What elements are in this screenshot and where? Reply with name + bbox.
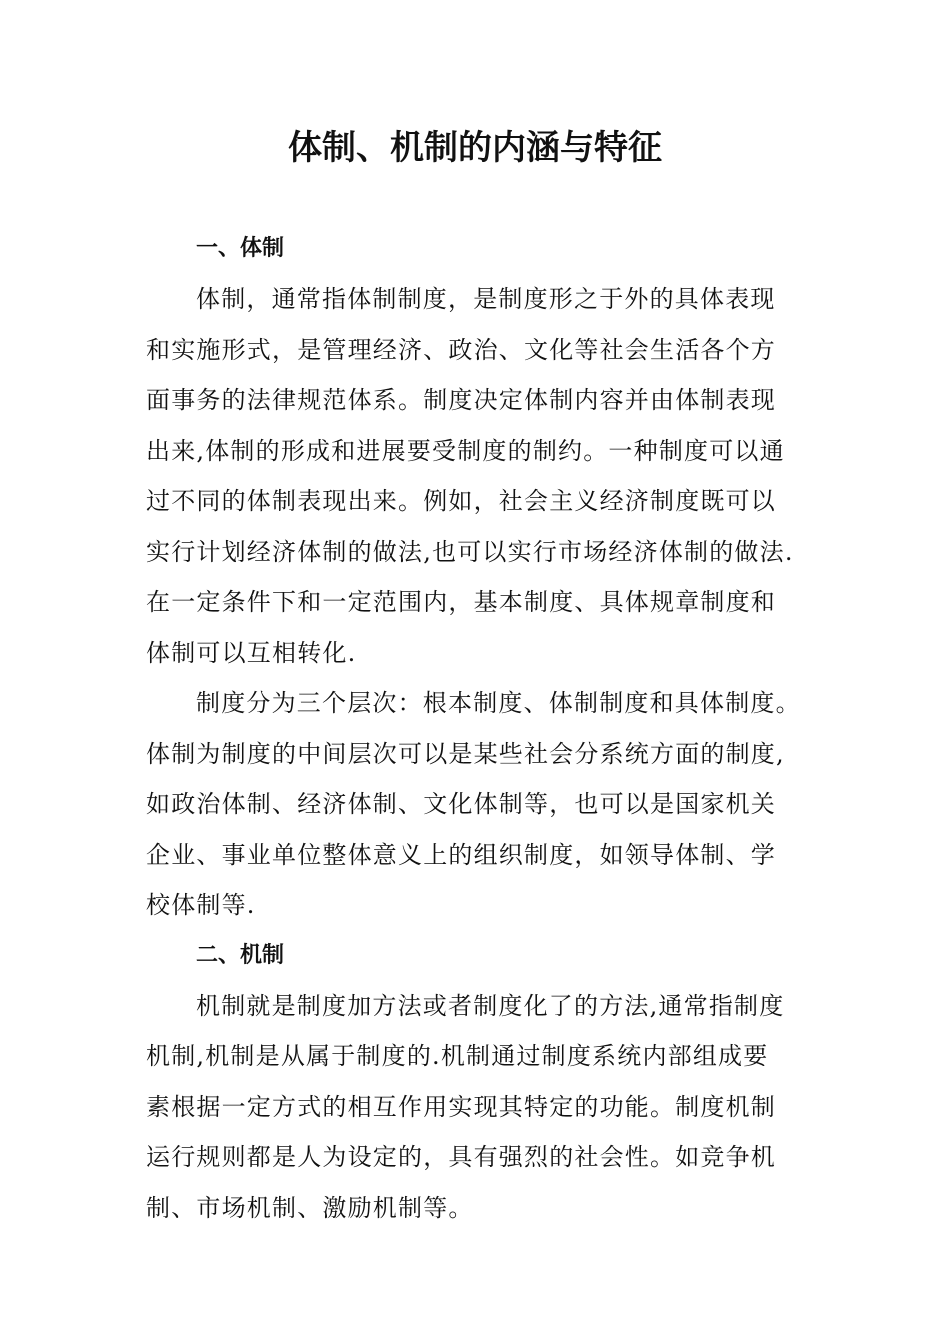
section-heading: 一、体制 [196,236,285,261]
section-tizhi [146,224,810,931]
text-line: 素根据一定方式的相互作用实现其特定的功能。制度机制 [146,1092,776,1121]
text-line: 体制可以互相转化. [146,638,357,667]
document-title: 体制、机制的内涵与特征 [288,128,662,168]
document-body [146,224,810,1233]
text-line: 机制,机制是从属于制度的.机制通过制度系统内部组成要 [146,1042,769,1070]
paragraph [146,678,810,931]
text-line: 如政治体制、经济体制、文化体制等，也可以是国家机关 [146,790,776,818]
text-line: 出来,体制的形成和进展要受制度的制约。一种制度可以通 [146,436,785,465]
text-line: 运行规则都是人为设定的，具有强烈的社会性。如竞争机 [146,1143,776,1171]
text-line: 校体制等. [146,891,256,919]
text-line: 面事务的法律规范体系。制度决定体制内容并由体制表现 [146,386,776,414]
text-line: 过不同的体制表现出来。例如，社会主义经济制度既可以 [146,487,776,515]
text-line: 企业、事业单位整体意义上的组织制度，如领导体制、学 [146,840,776,869]
paragraph [146,274,810,678]
section-heading: 二、机制 [196,942,285,968]
text-line: 体制，通常指体制制度，是制度形之于外的具体表现 [196,285,776,313]
text-line: 体制为制度的中间层次可以是某些社会分系统方面的制度, [146,739,785,768]
text-line: 和实施形式，是管理经济、政治、文化等社会生活各个方 [146,335,776,364]
text-line: 机制就是制度加方法或者制度化了的方法,通常指制度 [196,991,785,1020]
text-line: 在一定条件下和一定范围内，基本制度、具体规章制度和 [146,588,776,616]
text-line: 制、市场机制、激励机制等。 [146,1193,474,1222]
paragraph [146,981,810,1234]
text-line: 实行计划经济体制的做法,也可以实行市场经济体制的做法. [146,537,794,566]
section-jizhi [146,931,810,1234]
text-line: 制度分为三个层次：根本制度、体制制度和具体制度。 [196,689,801,717]
